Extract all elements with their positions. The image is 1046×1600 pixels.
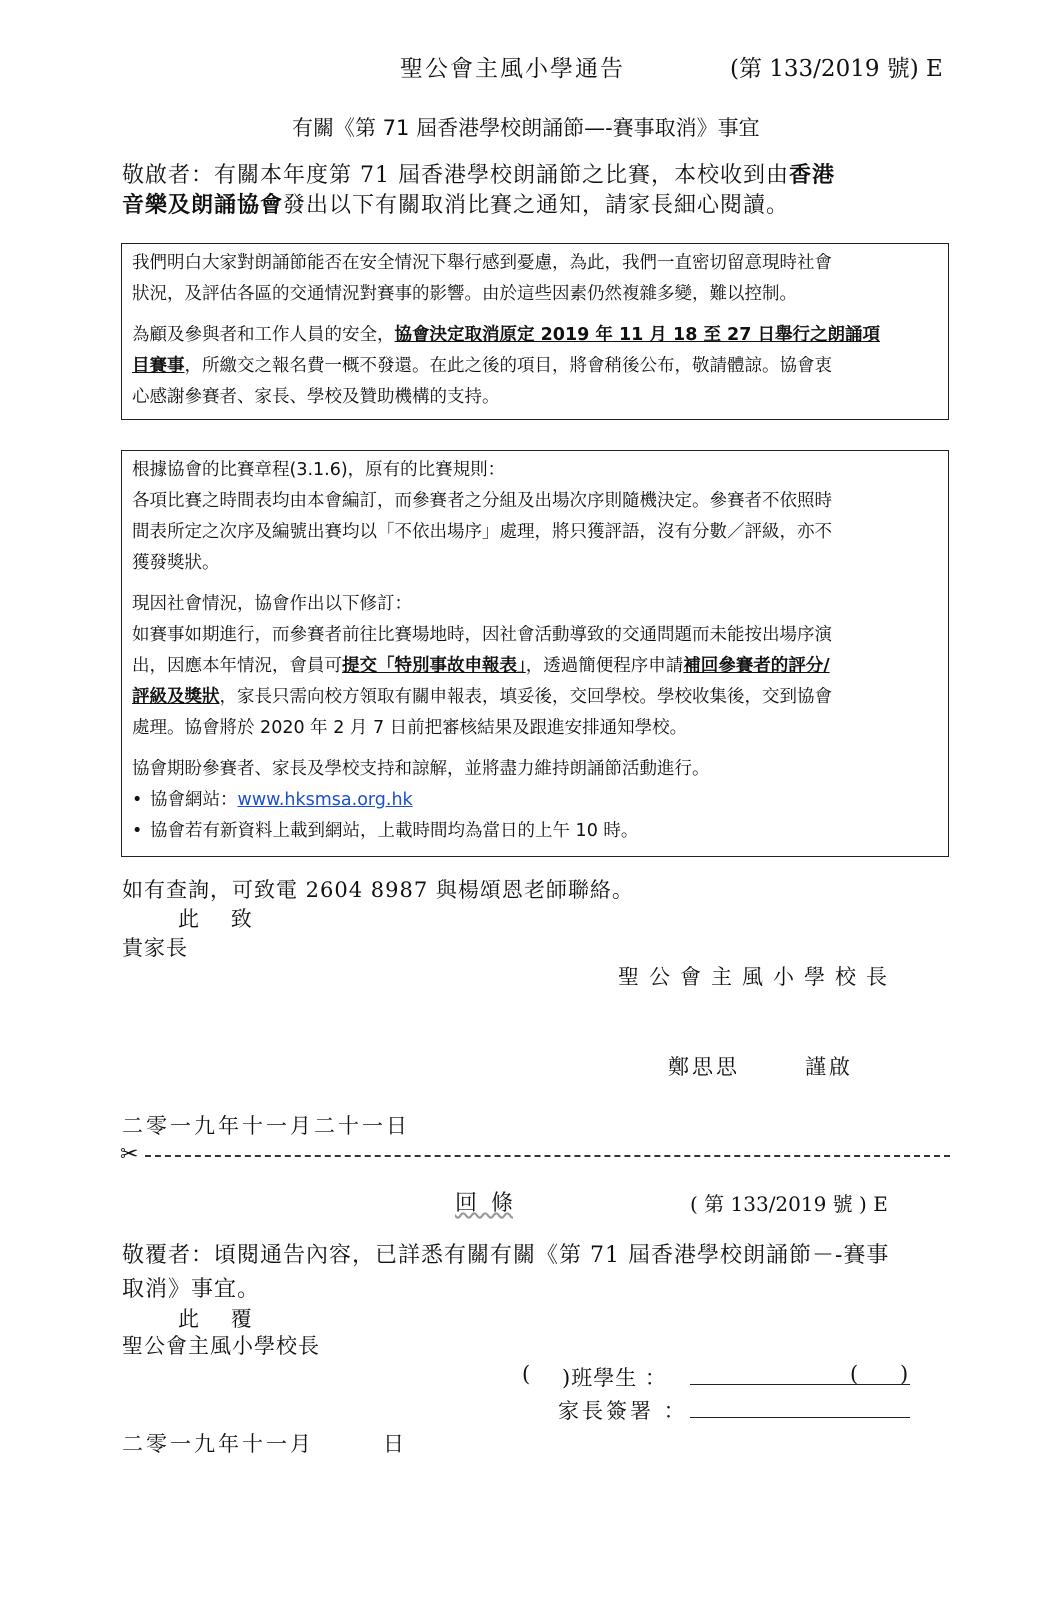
reply-date-day: 日 (383, 1432, 405, 1456)
intro-line-2 (122, 188, 789, 219)
intro-org-part-1: 香港 (788, 163, 835, 188)
box2-line: 協會期盼參賽者、家長及學校支持和諒解，並將盡力維持朗誦節活動進行。 (132, 759, 710, 779)
score-restore-cont: 評級及獎狀 (132, 687, 220, 707)
enquiry-line: 如有查詢，可致電 2604 8987 與楊頌恩老師聯絡。 (122, 878, 634, 902)
parent-signature-field[interactable] (690, 1417, 910, 1418)
box2-line: 如賽事如期進行，而參賽者前往比賽場地時，因社會活動導致的交通問題而未能按出場序演 (132, 625, 832, 645)
scissors-icon: ✂ (120, 1142, 139, 1167)
box1-line (132, 351, 938, 382)
parent-signature-label: 家長簽署 ： (558, 1399, 688, 1423)
box2-text: ，家長只需向校方領取有關申報表，填妥後，交回學校。學校收集後，交到協會 (219, 687, 832, 707)
intro-text: 敬啟者：有關本年度第 71 屆香港學校朗誦節之比賽，本校收到由 (122, 163, 789, 188)
cancellation-decision: 協會決定取消原定 2019 年 11 月 18 至 27 日舉行之朗誦項 (394, 325, 881, 345)
notice-school-title: 聖公會主風小學通告 (400, 56, 625, 82)
notice-subject: 有關《第 71 屆香港學校朗誦節—-賽事取消》事宜 (292, 116, 760, 140)
box2-text: ，透過簡便程序申請 (525, 656, 684, 676)
class-student-label: )班學生 ： (562, 1366, 667, 1390)
intro-org-part-2: 音樂及朗誦協會 (122, 193, 284, 218)
student-name-field[interactable] (690, 1384, 910, 1385)
cut-line (145, 1155, 950, 1157)
special-incident-form: 提交「特別事故申報表」 (342, 656, 526, 676)
notice-number: (第 133/2019 號) E (730, 56, 943, 82)
score-restore: 補回參賽者的評分/ (683, 656, 830, 676)
seat-close-paren: ) (900, 1362, 910, 1386)
salutation-to: 此 致 (178, 907, 253, 931)
box2-line: 獲發獎狀。 (132, 553, 220, 573)
box1-line (132, 320, 938, 351)
box2-line (132, 651, 938, 682)
rules-revision-box (121, 450, 949, 857)
salutation-recipient: 貴家長 (122, 936, 188, 960)
box2-line: 各項比賽之時間表均由本會編訂，而參賽者之分組及出場次序則隨機決定。參賽者不依照時 (132, 491, 832, 511)
reply-body-line-2: 取消》事宜。 (122, 1277, 261, 1302)
cancellation-decision-cont: 目賽事 (132, 356, 185, 376)
reply-recipient: 聖公會主風小學校長 (122, 1334, 320, 1358)
box2-line: 根據協會的比賽章程(3.1.6)，原有的比賽規則： (132, 460, 506, 480)
box1-text: ，所繳交之報名費一概不發還。在此之後的項目，將會稍後公布，敬請體諒。協會衷 (184, 356, 832, 376)
box1-line: 心感謝參賽者、家長、學校及贊助機構的支持。 (132, 387, 500, 407)
box2-line: 現因社會情況，協會作出以下修訂： (132, 594, 412, 614)
upload-time-bullet: • 協會若有新資料上載到網站，上載時間均為當日的上午 10 時。 (132, 816, 938, 847)
notice-date: 二零一九年十一月二十一日 (122, 1114, 410, 1138)
box2-line: 間表所定之次序及編號出賽均以「不依出場序」處理，將只獲評語，沒有分數／評級，亦不 (132, 522, 832, 542)
box2-line: 處理。協會將於 2020 年 2 月 7 日前把審核結果及跟進安排通知學校。 (132, 718, 688, 738)
box1-text: 為顧及參與者和工作人員的安全， (132, 325, 395, 345)
principal-name: 鄭思思 (668, 1055, 740, 1079)
reply-date: 二零一九年十一月 (122, 1432, 314, 1456)
website-bullet (132, 785, 938, 816)
box1-line: 狀況，及評估各區的交通情況對賽事的影響。由於這些因素仍然複雜多變，難以控制。 (132, 284, 797, 304)
reply-slip-notice-number: ( 第 133/2019 號 ) E (690, 1192, 888, 1216)
box2-text: 出，因應本年情況，會員可 (132, 656, 342, 676)
cancellation-notice-box (121, 243, 949, 420)
intro-text-2: 發出以下有關取消比賽之通知，請家長細心閱讀。 (283, 193, 790, 218)
box1-line: 我們明白大家對朗誦節能否在安全情況下舉行感到憂慮，為此，我們一直密切留意現時社會 (132, 253, 832, 273)
reply-body-line-1: 敬覆者：頃閱通告內容，已詳悉有關有關《第 71 屆香港學校朗誦節－-賽事 (122, 1243, 890, 1268)
intro-line-1 (122, 158, 835, 189)
website-link[interactable]: www.hksmsa.org.hk (237, 790, 413, 810)
website-label: 協會網站： (150, 790, 238, 810)
principal-title: 聖公會主風小學校長 (618, 965, 897, 989)
respect-signoff: 謹啟 (805, 1055, 853, 1079)
reply-to: 此 覆 (178, 1307, 253, 1331)
box2-line (132, 682, 938, 713)
class-open-paren: ( (522, 1362, 532, 1386)
seat-open-paren: ( (850, 1362, 860, 1386)
reply-slip-title: 回 條 (455, 1191, 513, 1216)
